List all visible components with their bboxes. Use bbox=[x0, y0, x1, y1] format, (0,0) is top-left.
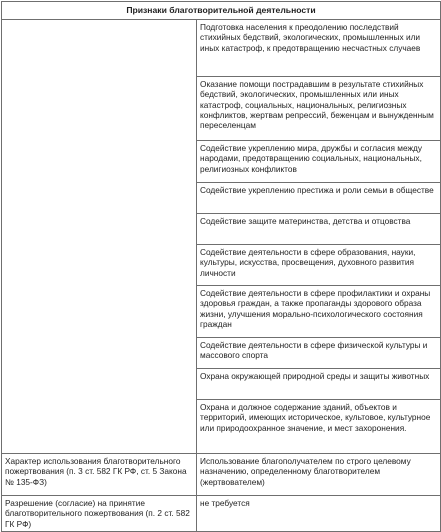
purpose-cell: Содействие деятельности в сфере физической культуры и массового спорта bbox=[197, 338, 441, 369]
row-value: Использование благополучателем по строго целевому назначению, определенному благотворителем (жертвователем) bbox=[197, 454, 441, 496]
purpose-cell: Оказание помощи пострадавшим в результате стихийных бедствий, экологических, промышленных или иных катастроф, социальных, национальных, религиозных конфликтов, жертвам репрессий, беженцам и вынужденным переселенцам bbox=[197, 77, 441, 141]
empty-label-cell bbox=[2, 20, 197, 454]
purpose-cell: Содействие укреплению престижа и роли семьи в обществе bbox=[197, 183, 441, 214]
table-header-row bbox=[2, 2, 441, 20]
table-row bbox=[2, 496, 441, 532]
charity-features-table bbox=[1, 1, 441, 532]
table-row bbox=[2, 20, 441, 77]
purpose-cell: Содействие укреплению мира, дружбы и согласия между народами, предотвращению социальных, национальных, религиозных конфликтов bbox=[197, 141, 441, 183]
purpose-cell: Содействие деятельности в сфере образования, науки, культуры, искусства, просвещения, духовного развития личности bbox=[197, 245, 441, 286]
row-label: Разрешение (согласие) на принятие благотворительного пожертвования (п. 2 ст. 582 ГК РФ) bbox=[2, 496, 197, 532]
purpose-cell: Содействие деятельности в сфере профилактики и охраны здоровья граждан, а также пропаганды здорового образа жизни, улучшения морально-психологического состояния граждан bbox=[197, 286, 441, 338]
table-header: Признаки благотворительной деятельности bbox=[2, 2, 441, 20]
row-value: не требуется bbox=[197, 496, 441, 532]
table-row bbox=[2, 454, 441, 496]
row-label: Характер использования благотворительного пожертвования (п. 3 ст. 582 ГК РФ, ст. 5 Закона № 135-ФЗ) bbox=[2, 454, 197, 496]
purpose-cell: Содействие защите материнства, детства и отцовства bbox=[197, 214, 441, 245]
purpose-cell: Охрана окружающей природной среды и защиты животных bbox=[197, 369, 441, 400]
purpose-cell: Охрана и должное содержание зданий, объектов и территорий, имеющих историческое, культовое, культурное или природоохранное значение, и мест захоронения. bbox=[197, 400, 441, 454]
purpose-cell: Подготовка населения к преодолению последствий стихийных бедствий, экологических, промышленных или иных катастроф, к предотвращению несчастных случаев bbox=[197, 20, 441, 77]
